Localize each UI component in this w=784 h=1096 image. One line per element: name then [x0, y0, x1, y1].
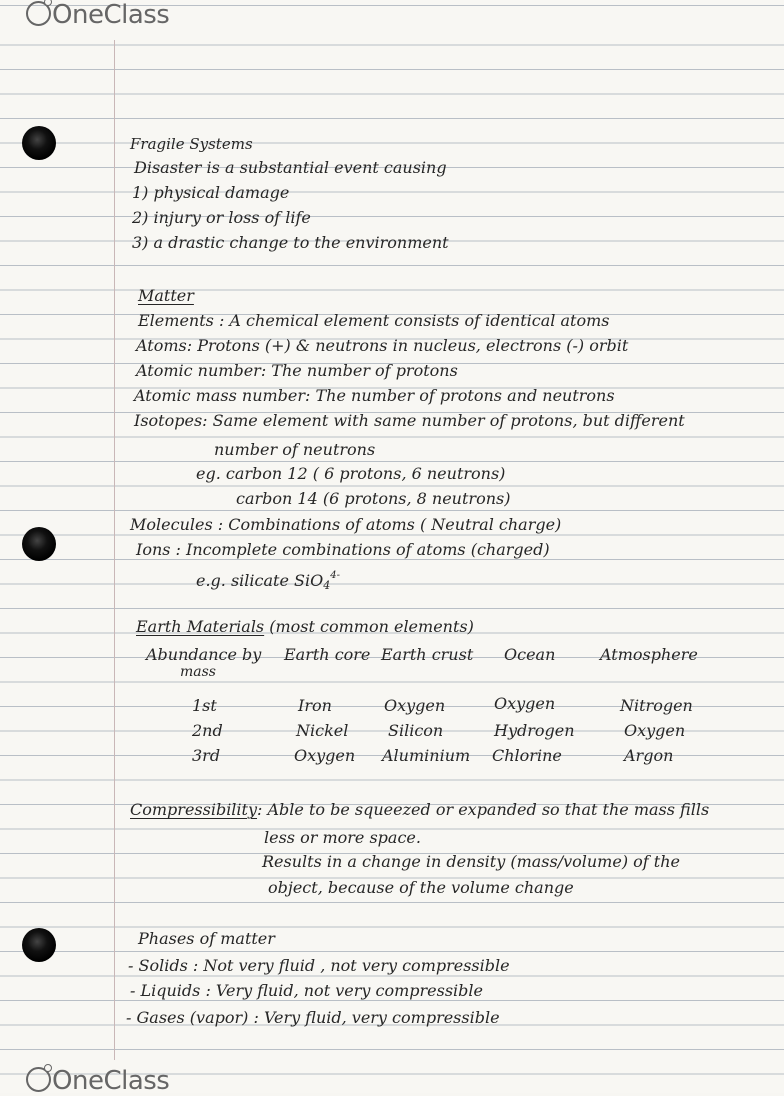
- matter-heading: Matter: [138, 286, 194, 305]
- logo-mark-icon: [26, 1067, 51, 1092]
- oneclass-logo: OneClass: [26, 1066, 169, 1096]
- note-line: less or more space.: [264, 828, 421, 847]
- margin-line: [114, 40, 115, 1060]
- table-cell: Argon: [624, 746, 674, 765]
- compressibility-def: : Able to be squeezed or expanded so that the mass fills: [257, 800, 710, 819]
- phases-heading: Phases of matter: [138, 929, 275, 948]
- oneclass-logo: OneClass: [26, 0, 169, 30]
- note-line: [196, 566, 340, 596]
- note-line: - Liquids : Very fluid, not very compressible: [130, 981, 483, 1000]
- table-cell: Oxygen: [494, 694, 556, 713]
- table-header: Ocean: [504, 645, 556, 664]
- table-cell: Hydrogen: [494, 721, 575, 740]
- note-line: eg. carbon 12 ( 6 protons, 6 neutrons): [196, 464, 506, 483]
- table-cell: Oxygen: [384, 696, 446, 715]
- table-header-sub: mass: [180, 664, 216, 680]
- note-line: number of neutrons: [214, 440, 376, 459]
- note-line: Disaster is a substantial event causing: [134, 158, 447, 177]
- formula-text: e.g. silicate SiO: [196, 571, 324, 590]
- table-cell: 2nd: [192, 721, 223, 740]
- table-header: Abundance by: [146, 645, 262, 664]
- table-header: Atmosphere: [600, 645, 698, 664]
- note-line: 3) a drastic change to the environment: [132, 233, 449, 252]
- logo-mark-icon: [26, 1, 51, 26]
- note-line: Elements : A chemical element consists of identical atoms: [138, 311, 610, 330]
- note-line: object, because of the volume change: [268, 878, 574, 897]
- note-line: carbon 14 (6 protons, 8 neutrons): [236, 489, 511, 508]
- formula-superscript: 4-: [330, 570, 340, 581]
- note-line: Molecules : Combinations of atoms ( Neutral charge): [130, 515, 562, 534]
- table-cell: 3rd: [192, 746, 221, 765]
- punch-hole: [22, 928, 56, 962]
- note-line: Isotopes: Same element with same number of protons, but different: [134, 411, 685, 430]
- table-cell: 1st: [192, 696, 217, 715]
- punch-hole: [22, 126, 56, 160]
- table-cell: Silicon: [388, 721, 444, 740]
- note-line: Atomic number: The number of protons: [136, 361, 458, 380]
- section-title: Fragile Systems: [130, 135, 253, 153]
- note-line: [130, 800, 709, 820]
- table-cell: Iron: [298, 696, 332, 715]
- note-line: 1) physical damage: [132, 183, 290, 202]
- note-line: - Solids : Not very fluid , not very compressible: [128, 956, 510, 975]
- table-cell: Chlorine: [492, 746, 562, 765]
- table-header: Earth crust: [381, 645, 474, 664]
- table-header: Earth core: [284, 645, 371, 664]
- earth-materials-heading: Earth Materials: [136, 617, 265, 636]
- table-cell: Nickel: [296, 721, 349, 740]
- note-line: Atoms: Protons (+) & neutrons in nucleus, electrons (-) orbit: [136, 336, 629, 355]
- note-line: 2) injury or loss of life: [132, 208, 311, 227]
- formula-subscript: 4: [323, 579, 331, 592]
- table-cell: Oxygen: [294, 746, 356, 765]
- note-line: - Gases (vapor) : Very fluid, very compressible: [126, 1008, 500, 1027]
- note-line: Ions : Incomplete combinations of atoms (charged): [136, 540, 550, 559]
- punch-hole: [22, 527, 56, 561]
- compressibility-term: Compressibility: [130, 800, 258, 819]
- table-cell: Aluminium: [382, 746, 471, 765]
- table-cell: Oxygen: [624, 721, 686, 740]
- note-line: Results in a change in density (mass/volume) of the: [262, 852, 680, 871]
- table-cell: Nitrogen: [620, 696, 693, 715]
- note-line: [136, 617, 474, 637]
- earth-materials-note: (most common elements): [269, 617, 474, 636]
- note-line: Atomic mass number: The number of protons and neutrons: [134, 386, 615, 405]
